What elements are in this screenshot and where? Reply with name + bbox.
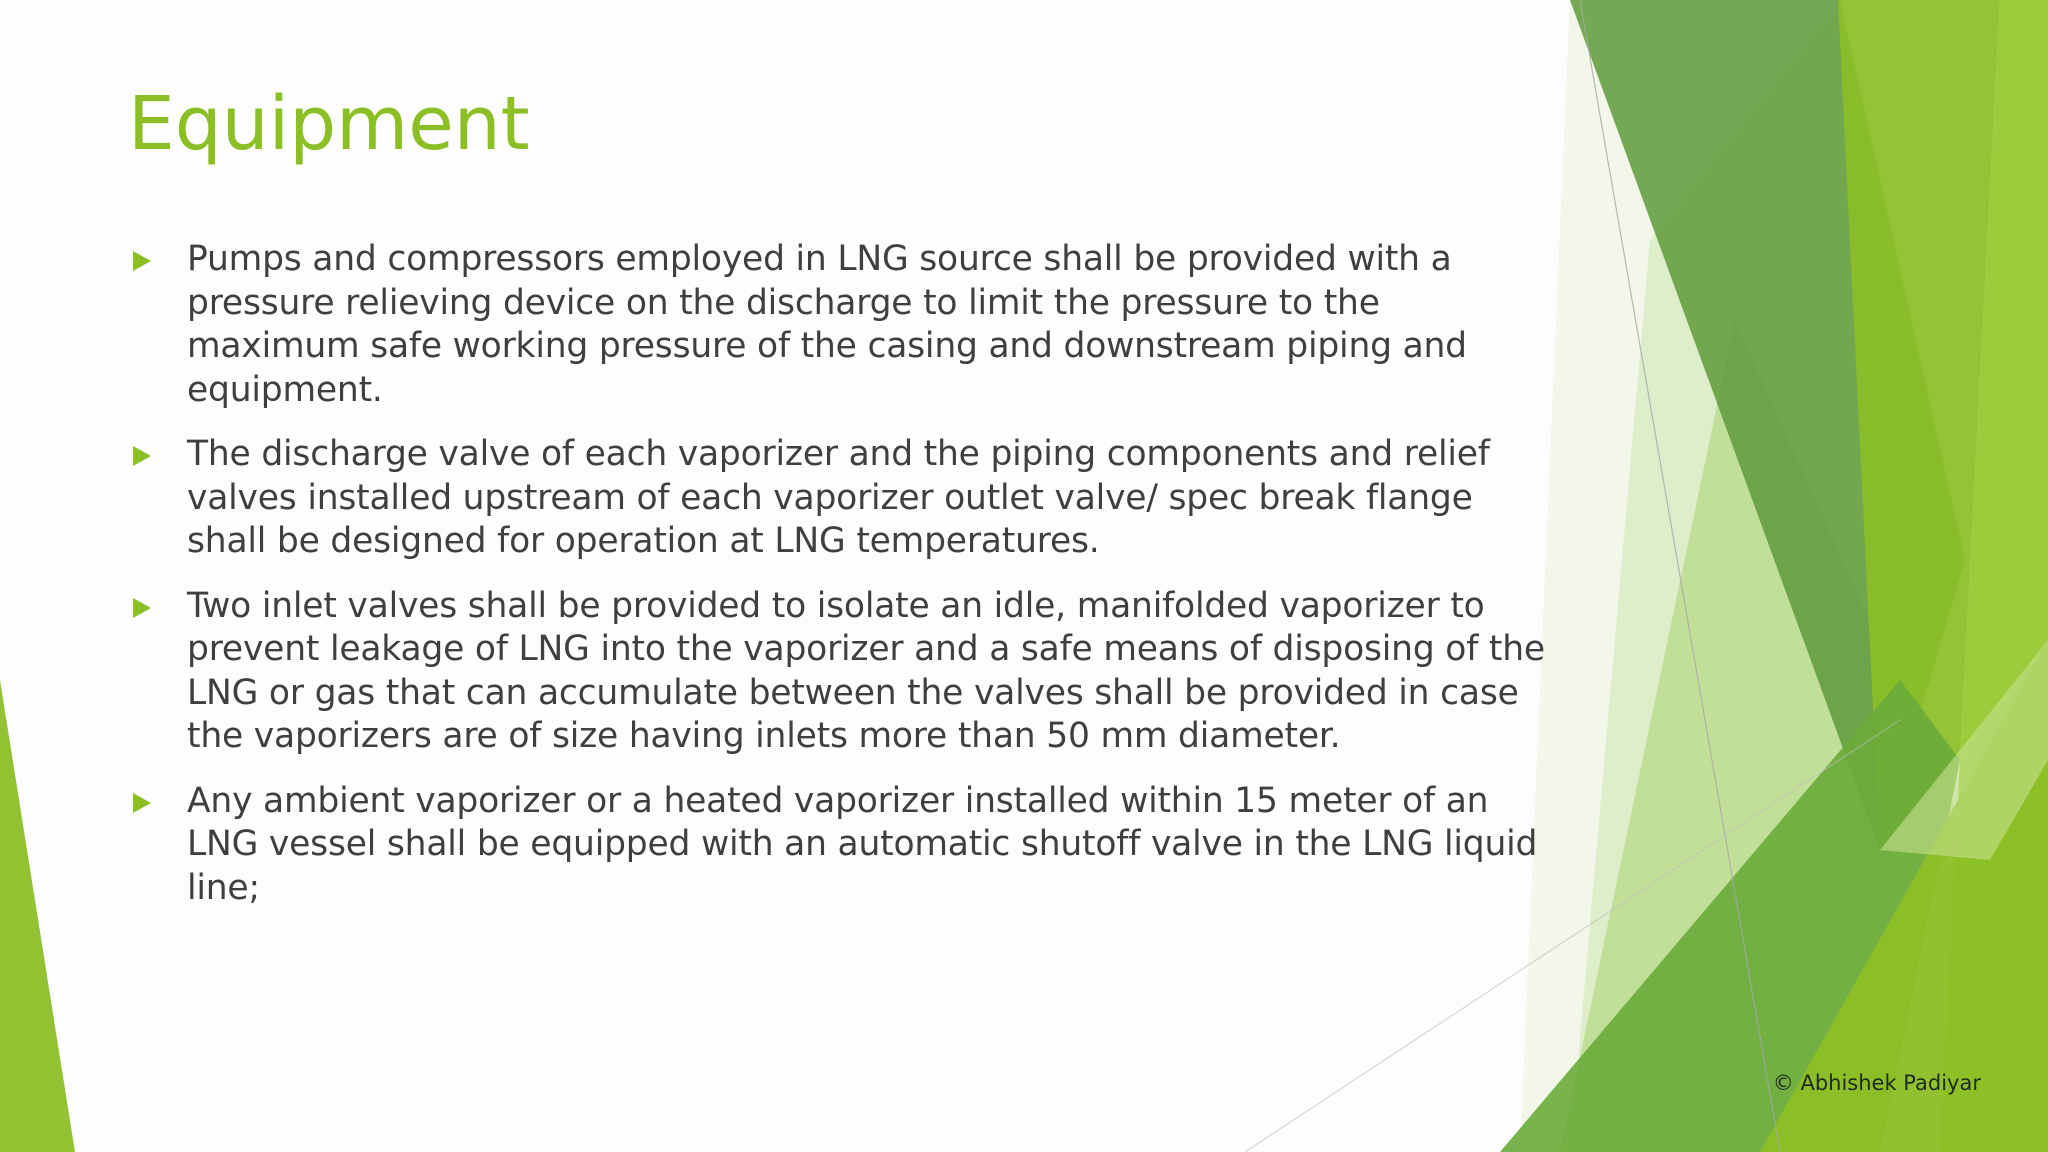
bullet-text: The discharge valve of each vaporizer and the piping components and relief valves installed upstream of each vaporizer outlet valve/ spec break flange shall be designed for operation at LNG temperatures.	[187, 434, 1490, 561]
bullet-item	[128, 433, 1548, 564]
bullet-text: Any ambient vaporizer or a heated vaporizer installed within 15 meter of an LNG vessel shall be equipped with an automatic shutoff valve in the LNG liquid line;	[187, 780, 1538, 908]
triangle-right-icon	[133, 598, 151, 618]
triangle-right-icon	[133, 251, 151, 271]
bullet-item	[128, 585, 1548, 759]
bullet-text: Pumps and compressors employed in LNG source shall be provided with a pressure relieving device on the discharge to limit the pressure to the maximum safe working pressure of the casing and downstream piping and equipment.	[187, 239, 1467, 410]
copyright-footer: © Abhishek Padiyar	[1772, 1071, 1981, 1095]
left-green-wedge	[0, 680, 75, 1152]
slide-title: Equipment	[128, 81, 530, 167]
bullet-text: Two inlet valves shall be provided to isolate an idle, manifolded vaporizer to prevent leakage of LNG into the vaporizer and a safe means of disposing of the LNG or gas that can accumulate between the valves shall be provided in case the vaporizers are of size having inlets more than 50 mm diameter.	[187, 585, 1545, 756]
bullet-item	[128, 238, 1548, 412]
triangle-right-icon	[133, 446, 151, 466]
bullet-list	[128, 238, 1548, 931]
bullet-item	[128, 780, 1548, 911]
triangle-right-icon	[133, 793, 151, 813]
